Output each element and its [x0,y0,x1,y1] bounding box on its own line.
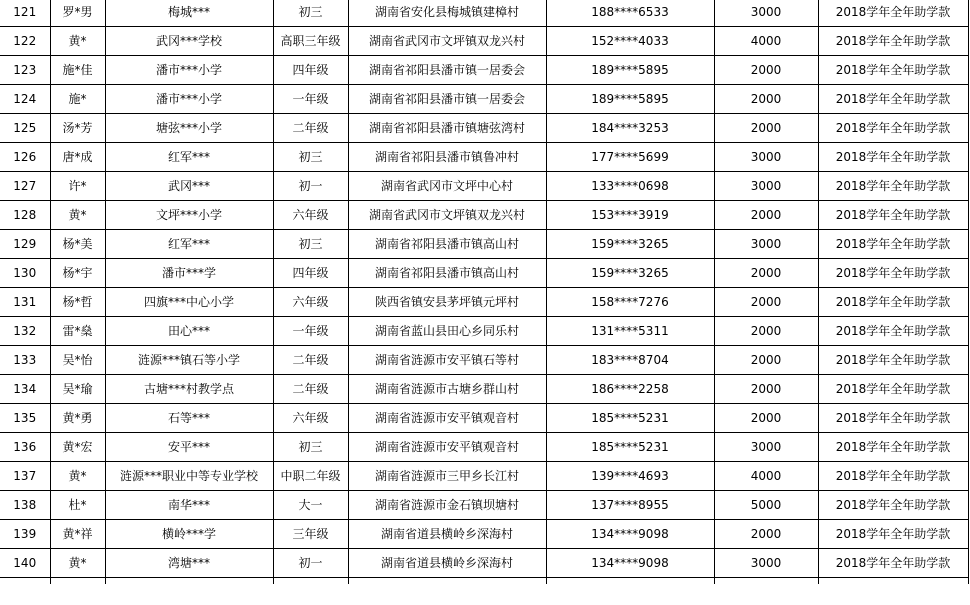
aid-type-cell: 2018学年全年助学款 [818,491,968,520]
address-cell: 湖南省涟源市三甲乡长江村 [348,462,546,491]
grade-cell: 初三 [273,143,348,172]
grade-cell: 一年级 [273,317,348,346]
name-cell: 黄* [50,27,105,56]
row-number-cell: 137 [0,462,50,491]
school-cell: 南华*** [105,491,273,520]
empty-cell [0,578,50,585]
table-row [0,549,968,578]
aid-type-cell: 2018学年全年助学款 [818,230,968,259]
name-cell: 唐*成 [50,143,105,172]
phone-cell: 133****0698 [546,172,714,201]
address-cell: 湖南省武冈市文坪镇双龙兴村 [348,27,546,56]
row-number-cell: 128 [0,201,50,230]
school-cell: 古塘***村教学点 [105,375,273,404]
grade-cell: 中职二年级 [273,462,348,491]
name-cell: 施*佳 [50,56,105,85]
table-row [0,259,968,288]
grade-cell: 大一 [273,491,348,520]
address-cell: 湖南省涟源市安平镇石等村 [348,346,546,375]
grade-cell: 初三 [273,433,348,462]
address-cell: 湖南省涟源市安平镇观音村 [348,404,546,433]
empty-cell [50,578,105,585]
aid-type-cell: 2018学年全年助学款 [818,114,968,143]
phone-cell: 153****3919 [546,201,714,230]
address-cell: 湖南省祁阳县潘市镇高山村 [348,259,546,288]
aid-type-cell: 2018学年全年助学款 [818,0,968,27]
row-number-cell: 127 [0,172,50,201]
address-cell: 湖南省涟源市古塘乡群山村 [348,375,546,404]
aid-type-cell: 2018学年全年助学款 [818,288,968,317]
name-cell: 许* [50,172,105,201]
amount-cell: 2000 [714,85,818,114]
grade-cell: 高职三年级 [273,27,348,56]
amount-cell: 2000 [714,346,818,375]
table-row [0,317,968,346]
table-row [0,462,968,491]
name-cell: 吴*怡 [50,346,105,375]
table-row [0,143,968,172]
school-cell: 田心*** [105,317,273,346]
table-row [0,85,968,114]
empty-cell [546,578,714,585]
grade-cell: 四年级 [273,259,348,288]
address-cell: 湖南省涟源市安平镇观音村 [348,433,546,462]
grade-cell: 二年级 [273,114,348,143]
phone-cell: 134****9098 [546,549,714,578]
row-number-cell: 131 [0,288,50,317]
aid-type-cell: 2018学年全年助学款 [818,27,968,56]
amount-cell: 3000 [714,0,818,27]
aid-type-cell: 2018学年全年助学款 [818,549,968,578]
amount-cell: 2000 [714,288,818,317]
school-cell: 梅城*** [105,0,273,27]
grade-cell: 初三 [273,0,348,27]
table-row [0,288,968,317]
empty-cell [348,578,546,585]
table-row [0,346,968,375]
grade-cell: 六年级 [273,288,348,317]
grade-cell: 六年级 [273,404,348,433]
table-row [0,491,968,520]
row-number-cell: 136 [0,433,50,462]
school-cell: 石等*** [105,404,273,433]
amount-cell: 2000 [714,317,818,346]
table-row [0,230,968,259]
table-row [0,172,968,201]
grade-cell: 二年级 [273,346,348,375]
amount-cell: 4000 [714,27,818,56]
name-cell: 杨*美 [50,230,105,259]
grade-cell: 初一 [273,172,348,201]
amount-cell: 4000 [714,462,818,491]
aid-type-cell: 2018学年全年助学款 [818,520,968,549]
amount-cell: 5000 [714,491,818,520]
school-cell: 红军*** [105,230,273,259]
amount-cell: 2000 [714,404,818,433]
empty-cell [273,578,348,585]
aid-type-cell: 2018学年全年助学款 [818,143,968,172]
name-cell: 雷*燊 [50,317,105,346]
phone-cell: 183****8704 [546,346,714,375]
phone-cell: 185****5231 [546,433,714,462]
aid-type-cell: 2018学年全年助学款 [818,462,968,491]
table-row [0,56,968,85]
row-number-cell: 129 [0,230,50,259]
phone-cell: 186****2258 [546,375,714,404]
row-number-cell: 132 [0,317,50,346]
name-cell: 杜* [50,491,105,520]
aid-type-cell: 2018学年全年助学款 [818,433,968,462]
aid-type-cell: 2018学年全年助学款 [818,259,968,288]
phone-cell: 158****7276 [546,288,714,317]
amount-cell: 3000 [714,433,818,462]
phone-cell: 159****3265 [546,230,714,259]
address-cell: 湖南省祁阳县潘市镇高山村 [348,230,546,259]
row-number-cell: 124 [0,85,50,114]
aid-type-cell: 2018学年全年助学款 [818,172,968,201]
school-cell: 涟源***镇石等小学 [105,346,273,375]
phone-cell: 185****5231 [546,404,714,433]
table-row [0,114,968,143]
row-number-cell: 126 [0,143,50,172]
amount-cell: 2000 [714,259,818,288]
name-cell: 黄* [50,201,105,230]
table-row [0,27,968,56]
address-cell: 湖南省祁阳县潘市镇一居委会 [348,85,546,114]
amount-cell: 3000 [714,172,818,201]
amount-cell: 3000 [714,549,818,578]
row-number-cell: 133 [0,346,50,375]
row-number-cell: 123 [0,56,50,85]
phone-cell: 177****5699 [546,143,714,172]
school-cell: 安平*** [105,433,273,462]
aid-type-cell: 2018学年全年助学款 [818,346,968,375]
phone-cell: 137****8955 [546,491,714,520]
table-row [0,433,968,462]
phone-cell: 189****5895 [546,56,714,85]
school-cell: 潘市***小学 [105,85,273,114]
address-cell: 湖南省武冈市文坪中心村 [348,172,546,201]
school-cell: 潘市***学 [105,259,273,288]
address-cell: 湖南省祁阳县潘市镇一居委会 [348,56,546,85]
row-number-cell: 121 [0,0,50,27]
school-cell: 涟源***职业中等专业学校 [105,462,273,491]
grade-cell: 六年级 [273,201,348,230]
name-cell: 黄*勇 [50,404,105,433]
amount-cell: 2000 [714,56,818,85]
row-number-cell: 140 [0,549,50,578]
phone-cell: 184****3253 [546,114,714,143]
empty-cell [105,578,273,585]
school-cell: 湾塘*** [105,549,273,578]
partial-table-row [0,578,968,585]
phone-cell: 189****5895 [546,85,714,114]
row-number-cell: 125 [0,114,50,143]
address-cell: 湖南省武冈市文坪镇双龙兴村 [348,201,546,230]
school-cell: 潘市***小学 [105,56,273,85]
row-number-cell: 139 [0,520,50,549]
aid-type-cell: 2018学年全年助学款 [818,56,968,85]
grade-cell: 初一 [273,549,348,578]
aid-type-cell: 2018学年全年助学款 [818,404,968,433]
phone-cell: 131****5311 [546,317,714,346]
amount-cell: 2000 [714,520,818,549]
name-cell: 施* [50,85,105,114]
grade-cell: 四年级 [273,56,348,85]
name-cell: 黄*宏 [50,433,105,462]
grade-cell: 一年级 [273,85,348,114]
grade-cell: 二年级 [273,375,348,404]
empty-cell [818,578,968,585]
school-cell: 塘弦***小学 [105,114,273,143]
table-row [0,375,968,404]
amount-cell: 3000 [714,230,818,259]
phone-cell: 139****4693 [546,462,714,491]
name-cell: 黄* [50,462,105,491]
row-number-cell: 130 [0,259,50,288]
school-cell: 武冈*** [105,172,273,201]
address-cell: 湖南省道县横岭乡深海村 [348,520,546,549]
phone-cell: 152****4033 [546,27,714,56]
table-row [0,201,968,230]
school-cell: 四旗***中心小学 [105,288,273,317]
amount-cell: 3000 [714,143,818,172]
school-cell: 文坪***小学 [105,201,273,230]
phone-cell: 134****9098 [546,520,714,549]
row-number-cell: 134 [0,375,50,404]
name-cell: 杨*宇 [50,259,105,288]
address-cell: 湖南省祁阳县潘市镇鲁冲村 [348,143,546,172]
amount-cell: 2000 [714,375,818,404]
table-row [0,404,968,433]
name-cell: 杨*哲 [50,288,105,317]
address-cell: 湖南省蓝山县田心乡同乐村 [348,317,546,346]
row-number-cell: 135 [0,404,50,433]
school-cell: 横岭***学 [105,520,273,549]
address-cell: 湖南省道县横岭乡深海村 [348,549,546,578]
row-number-cell: 138 [0,491,50,520]
name-cell: 黄*祥 [50,520,105,549]
phone-cell: 159****3265 [546,259,714,288]
address-cell: 湖南省祁阳县潘市镇塘弦湾村 [348,114,546,143]
aid-type-cell: 2018学年全年助学款 [818,201,968,230]
address-cell: 陕西省镇安县茅坪镇元坪村 [348,288,546,317]
aid-type-cell: 2018学年全年助学款 [818,85,968,114]
aid-type-cell: 2018学年全年助学款 [818,317,968,346]
grade-cell: 初三 [273,230,348,259]
phone-cell: 188****6533 [546,0,714,27]
name-cell: 吴*瑜 [50,375,105,404]
row-number-cell: 122 [0,27,50,56]
grade-cell: 三年级 [273,520,348,549]
amount-cell: 2000 [714,114,818,143]
aid-type-cell: 2018学年全年助学款 [818,375,968,404]
school-cell: 武冈***学校 [105,27,273,56]
amount-cell: 2000 [714,201,818,230]
table-row [0,520,968,549]
name-cell: 罗*男 [50,0,105,27]
name-cell: 黄* [50,549,105,578]
table-row [0,0,968,27]
address-cell: 湖南省安化县梅城镇建樟村 [348,0,546,27]
address-cell: 湖南省涟源市金石镇坝塘村 [348,491,546,520]
empty-cell [714,578,818,585]
school-cell: 红军*** [105,143,273,172]
name-cell: 汤*芳 [50,114,105,143]
